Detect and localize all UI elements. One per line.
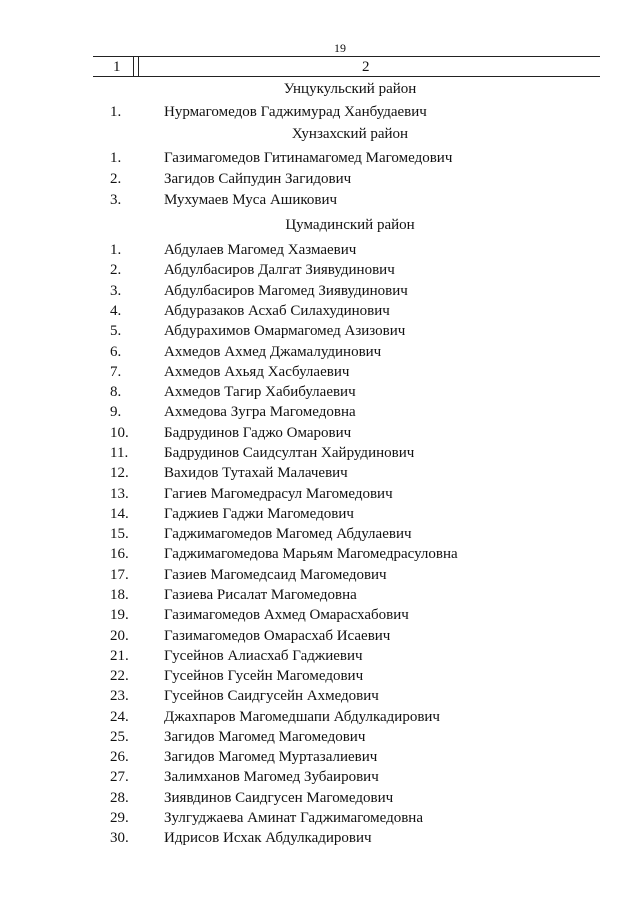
list-item-number: 11. [110, 445, 129, 461]
table-header-top-border [93, 56, 600, 57]
list-item-number: 22. [110, 668, 129, 684]
list-item [0, 242, 640, 262]
list-item-number: 4. [110, 303, 122, 319]
list-item [0, 729, 640, 749]
list-item-number: 30. [110, 830, 129, 846]
list-item-number: 12. [110, 465, 129, 481]
list-item-number: 2. [110, 262, 122, 278]
list-item-number: 6. [110, 344, 122, 360]
list-item-number: 13. [110, 486, 129, 502]
list-item [0, 486, 640, 506]
list-item [0, 384, 640, 404]
list-item-name: Гагиев Магомедрасул Магомедович [164, 486, 393, 502]
list-item-number: 21. [110, 648, 129, 664]
list-item [0, 465, 640, 485]
list-item-number: 16. [110, 546, 129, 562]
list-item-number: 3. [110, 192, 122, 208]
list-item [0, 668, 640, 688]
list-item-number: 17. [110, 567, 129, 583]
list-item [0, 303, 640, 323]
district-heading-untsukul: Унцукульский район [283, 81, 417, 97]
list-item-number: 3. [110, 283, 122, 299]
list-item [0, 526, 640, 546]
list-item-number: 19. [110, 607, 129, 623]
list-item-number: 10. [110, 425, 129, 441]
list-item-name: Нурмагомедов Гаджимурад Ханбудаевич [164, 104, 427, 120]
list-item-name: Гаджимагомедова Марьям Магомедрасуловна [164, 546, 458, 562]
list-item-name: Гусейнов Алиасхаб Гаджиевич [164, 648, 363, 664]
list-item-number: 9. [110, 404, 122, 420]
list-item-number: 20. [110, 628, 129, 644]
list-item [0, 323, 640, 343]
list-item [0, 171, 640, 191]
list-item-name: Газимагомедов Омарасхаб Исаевич [164, 628, 391, 644]
list-item-name: Абдулбасиров Магомед Зиявудинович [164, 283, 408, 299]
list-item-name: Гаджимагомедов Магомед Абдулаевич [164, 526, 412, 542]
list-item [0, 364, 640, 384]
list-item-number: 1. [110, 242, 122, 258]
list-item-name: Газимагомедов Гитинамагомед Магомедович [164, 150, 453, 166]
list-item [0, 749, 640, 769]
list-item-number: 1. [110, 104, 122, 120]
list-item-name: Ахмедова Зугра Магомедовна [164, 404, 356, 420]
list-item-name: Гусейнов Гусейн Магомедович [164, 668, 364, 684]
list-item-number: 18. [110, 587, 129, 603]
table-header-column-1: 1 [113, 59, 121, 75]
list-item [0, 830, 640, 850]
list-item-name: Газиев Магомедсаид Магомедович [164, 567, 387, 583]
table-header-column-2: 2 [362, 59, 370, 75]
list-item-name: Залимханов Магомед Зубаирович [164, 769, 379, 785]
list-item-name: Гусейнов Саидгусейн Ахмедович [164, 688, 379, 704]
list-item-name: Вахидов Тутахай Малачевич [164, 465, 348, 481]
list-item-name: Загидов Магомед Муртазалиевич [164, 749, 378, 765]
list-item-name: Мухумаев Муса Ашикович [164, 192, 338, 208]
list-item-number: 24. [110, 709, 129, 725]
list-item [0, 344, 640, 364]
list-item-number: 14. [110, 506, 129, 522]
list-item-name: Идрисов Исхак Абдулкадирович [164, 830, 372, 846]
list-item [0, 810, 640, 830]
list-item-name: Абдурахимов Омармагомед Азизович [164, 323, 406, 339]
list-item [0, 283, 640, 303]
list-item [0, 587, 640, 607]
list-item [0, 425, 640, 445]
list-item-number: 27. [110, 769, 129, 785]
list-item [0, 104, 640, 124]
list-item-name: Ахмедов Ахьяд Хасбулаевич [164, 364, 350, 380]
list-item-name: Загидов Сайпудин Загидович [164, 171, 352, 187]
list-item-name: Загидов Магомед Магомедович [164, 729, 366, 745]
table-header-column-separator [133, 56, 139, 76]
page-number: 19 [334, 41, 346, 55]
list-item-number: 8. [110, 384, 122, 400]
list-item [0, 688, 640, 708]
list-item-number: 1. [110, 150, 122, 166]
list-item [0, 150, 640, 170]
list-item-name: Абдулаев Магомед Хазмаевич [164, 242, 357, 258]
list-item-number: 2. [110, 171, 122, 187]
list-item-name: Джахпаров Магомедшапи Абдулкадирович [164, 709, 440, 725]
list-item-number: 23. [110, 688, 129, 704]
list-item [0, 607, 640, 627]
list-item-number: 29. [110, 810, 129, 826]
list-item [0, 769, 640, 789]
list-item [0, 404, 640, 424]
list-item-name: Абдуразаков Асхаб Силахудинович [164, 303, 390, 319]
list-item-name: Зиявдинов Саидгусен Магомедович [164, 790, 394, 806]
list-item-name: Зулгуджаева Аминат Гаджимагомедовна [164, 810, 423, 826]
table-header-bottom-border [93, 76, 600, 77]
list-item [0, 648, 640, 668]
list-item-number: 7. [110, 364, 122, 380]
list-item [0, 709, 640, 729]
list-item-name: Гаджиев Гаджи Магомедович [164, 506, 354, 522]
list-item-name: Газиева Рисалат Магомедовна [164, 587, 357, 603]
list-item-number: 26. [110, 749, 129, 765]
list-item-number: 5. [110, 323, 122, 339]
list-item [0, 790, 640, 810]
list-item-number: 25. [110, 729, 129, 745]
list-item-name: Абдулбасиров Далгат Зиявудинович [164, 262, 395, 278]
list-item [0, 262, 640, 282]
list-item [0, 546, 640, 566]
list-item [0, 506, 640, 526]
list-item-name: Бадрудинов Саидсултан Хайрудинович [164, 445, 415, 461]
list-item-number: 15. [110, 526, 129, 542]
list-item-number: 28. [110, 790, 129, 806]
list-item [0, 567, 640, 587]
list-item-name: Бадрудинов Гаджо Омарович [164, 425, 352, 441]
list-item [0, 192, 640, 212]
list-item-name: Ахмедов Тагир Хабибулаевич [164, 384, 356, 400]
list-item-name: Газимагомедов Ахмед Омарасхабович [164, 607, 409, 623]
list-item [0, 445, 640, 465]
list-item [0, 628, 640, 648]
list-item-name: Ахмедов Ахмед Джамалудинович [164, 344, 382, 360]
district-heading-khunzakh: Хунзахский район [291, 126, 409, 142]
district-heading-tsumada: Цумадинский район [285, 217, 415, 233]
